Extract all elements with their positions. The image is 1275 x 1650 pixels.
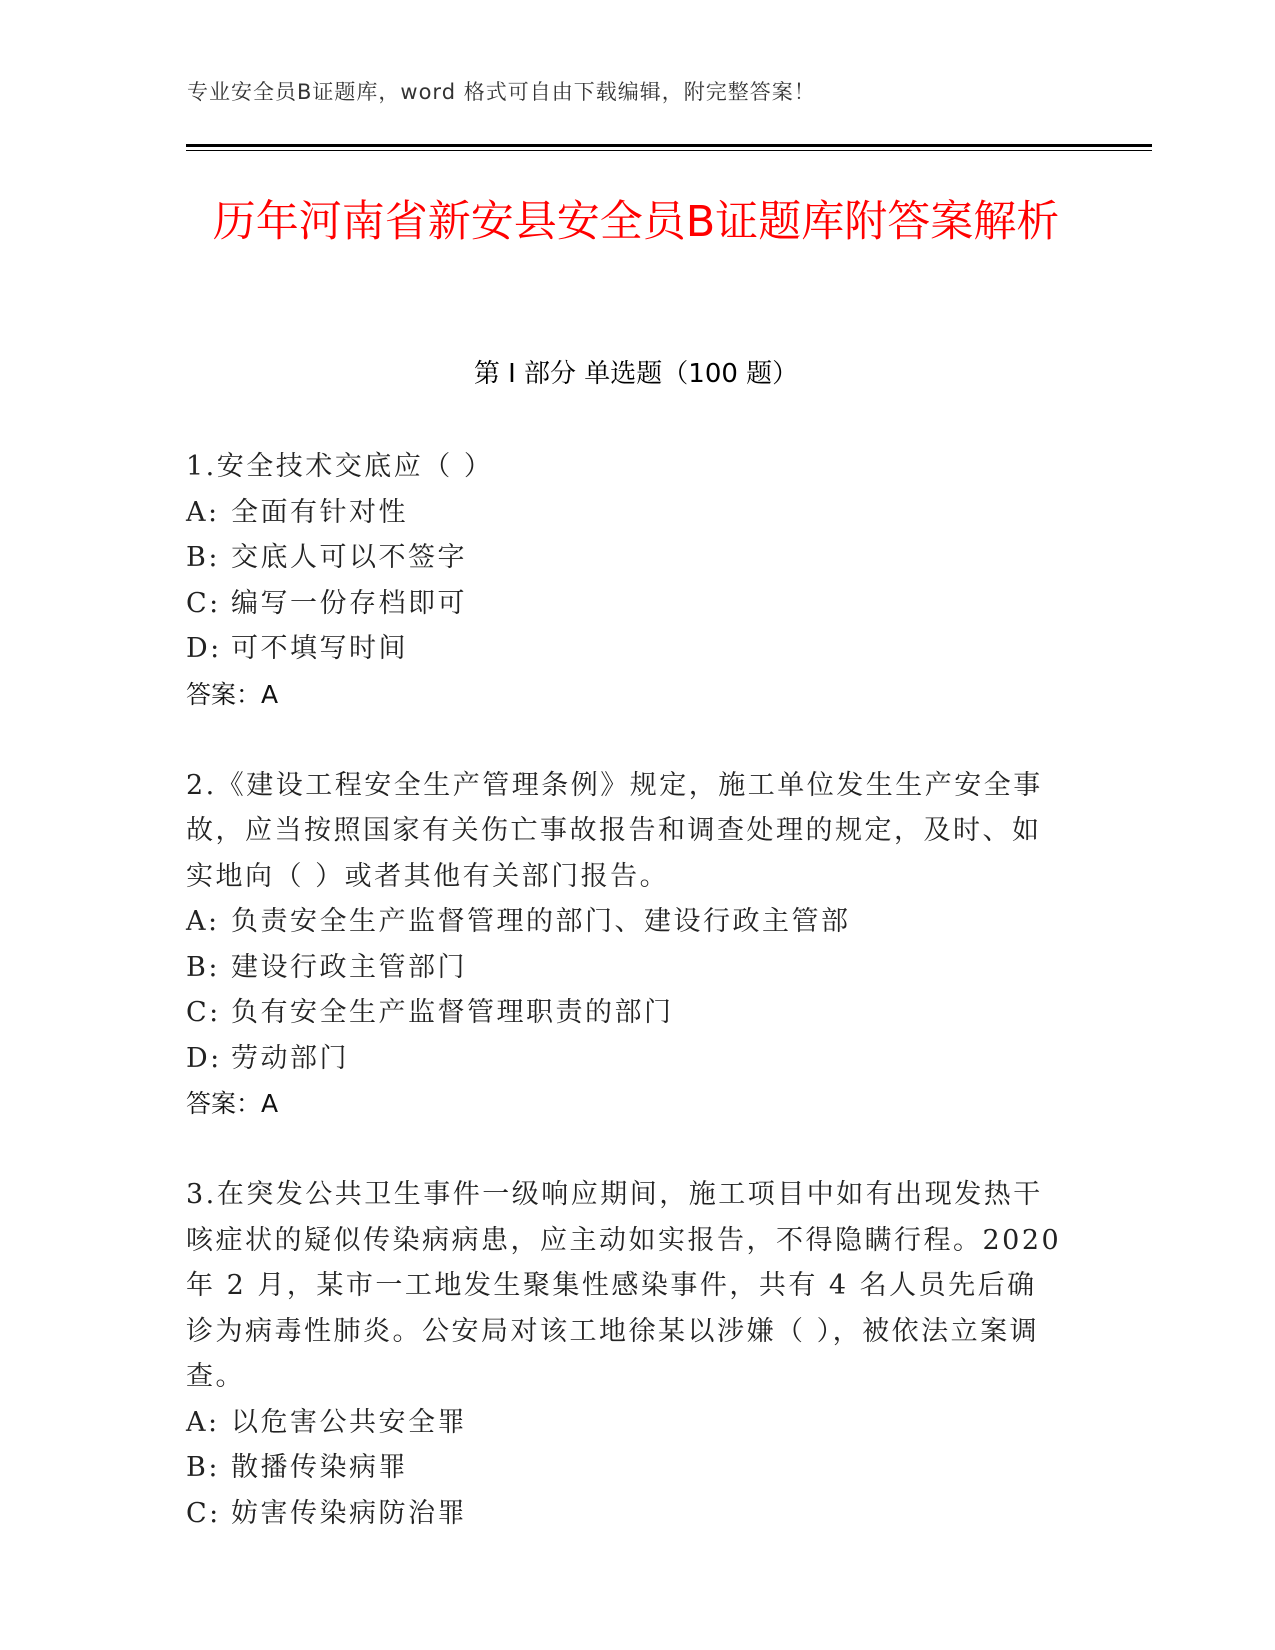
- question-stem: 3.在突发公共卫生事件一级响应期间，施工项目中如有出现发热干咳症状的疑似传染病病患，应主动如实报告，不得隐瞒行程。2020 年 2 月，某市一工地发生聚集性感染事件，共有 4 名人员先后确诊为病毒性肺炎。公安局对该工地徐某以涉嫌（ ），被依法立案调查。: [186, 1179, 1062, 1392]
- option-b: [186, 945, 1066, 991]
- option-a: [186, 899, 1066, 945]
- option-text: 劳动部门: [231, 1042, 349, 1074]
- option-c: [186, 1491, 1066, 1537]
- option-text: 全面有针对性: [231, 496, 408, 528]
- option-key: B:: [186, 542, 220, 573]
- option-key: C:: [186, 587, 221, 619]
- option-c: [186, 581, 1066, 627]
- option-text: 交底人可以不签字: [231, 542, 467, 573]
- option-key: B:: [186, 1452, 220, 1483]
- option-key: B:: [186, 951, 220, 983]
- answer-line: 答案：A: [186, 1089, 279, 1118]
- header-divider-thick: [186, 144, 1152, 147]
- question-2: [186, 763, 1066, 1127]
- option-d: [186, 626, 1066, 672]
- question-list: [186, 444, 1066, 1582]
- option-b: [186, 1445, 1066, 1491]
- option-text: 妨害传染病防治罪: [231, 1497, 467, 1529]
- option-d: [186, 1036, 1066, 1082]
- document-title: 历年河南省新安县安全员B证题库附答案解析: [212, 197, 1060, 247]
- option-text: 编写一份存档即可: [231, 587, 467, 619]
- question-stem: 2.《建设工程安全生产管理条例》规定，施工单位发生生产安全事故，应当按照国家有关伤亡事故报告和调查处理的规定，及时、如实地向（ ）或者其他有关部门报告。: [186, 769, 1043, 892]
- option-c: [186, 990, 1066, 1036]
- option-a: [186, 1400, 1066, 1446]
- option-text: 负有安全生产监督管理职责的部门: [231, 997, 674, 1028]
- option-text: 建设行政主管部门: [231, 951, 467, 983]
- option-key: D:: [186, 1042, 222, 1074]
- option-text: 以危害公共安全罪: [231, 1406, 467, 1438]
- option-key: A:: [186, 496, 220, 528]
- option-b: [186, 535, 1066, 581]
- page-header-text: 专业安全员B证题库，word 格式可自由下载编辑，附完整答案！: [187, 80, 816, 104]
- answer-line: 答案：A: [186, 679, 279, 709]
- option-key: A:: [186, 906, 220, 937]
- question-3: [186, 1172, 1066, 1536]
- section-title: 第 I 部分 单选题（100 题）: [473, 359, 799, 389]
- question-stem: 1.安全技术交底应（ ）: [186, 451, 494, 482]
- question-1: [186, 444, 1066, 717]
- option-a: [186, 490, 1066, 536]
- option-key: D:: [186, 633, 222, 664]
- option-text: 负责安全生产监督管理的部门、建设行政主管部: [231, 906, 851, 937]
- option-text: 散播传染病罪: [231, 1452, 408, 1483]
- option-key: A:: [186, 1406, 220, 1438]
- option-key: C:: [186, 997, 221, 1028]
- option-key: C:: [186, 1497, 221, 1529]
- header-divider-thin: [186, 150, 1152, 151]
- option-text: 可不填写时间: [231, 633, 408, 664]
